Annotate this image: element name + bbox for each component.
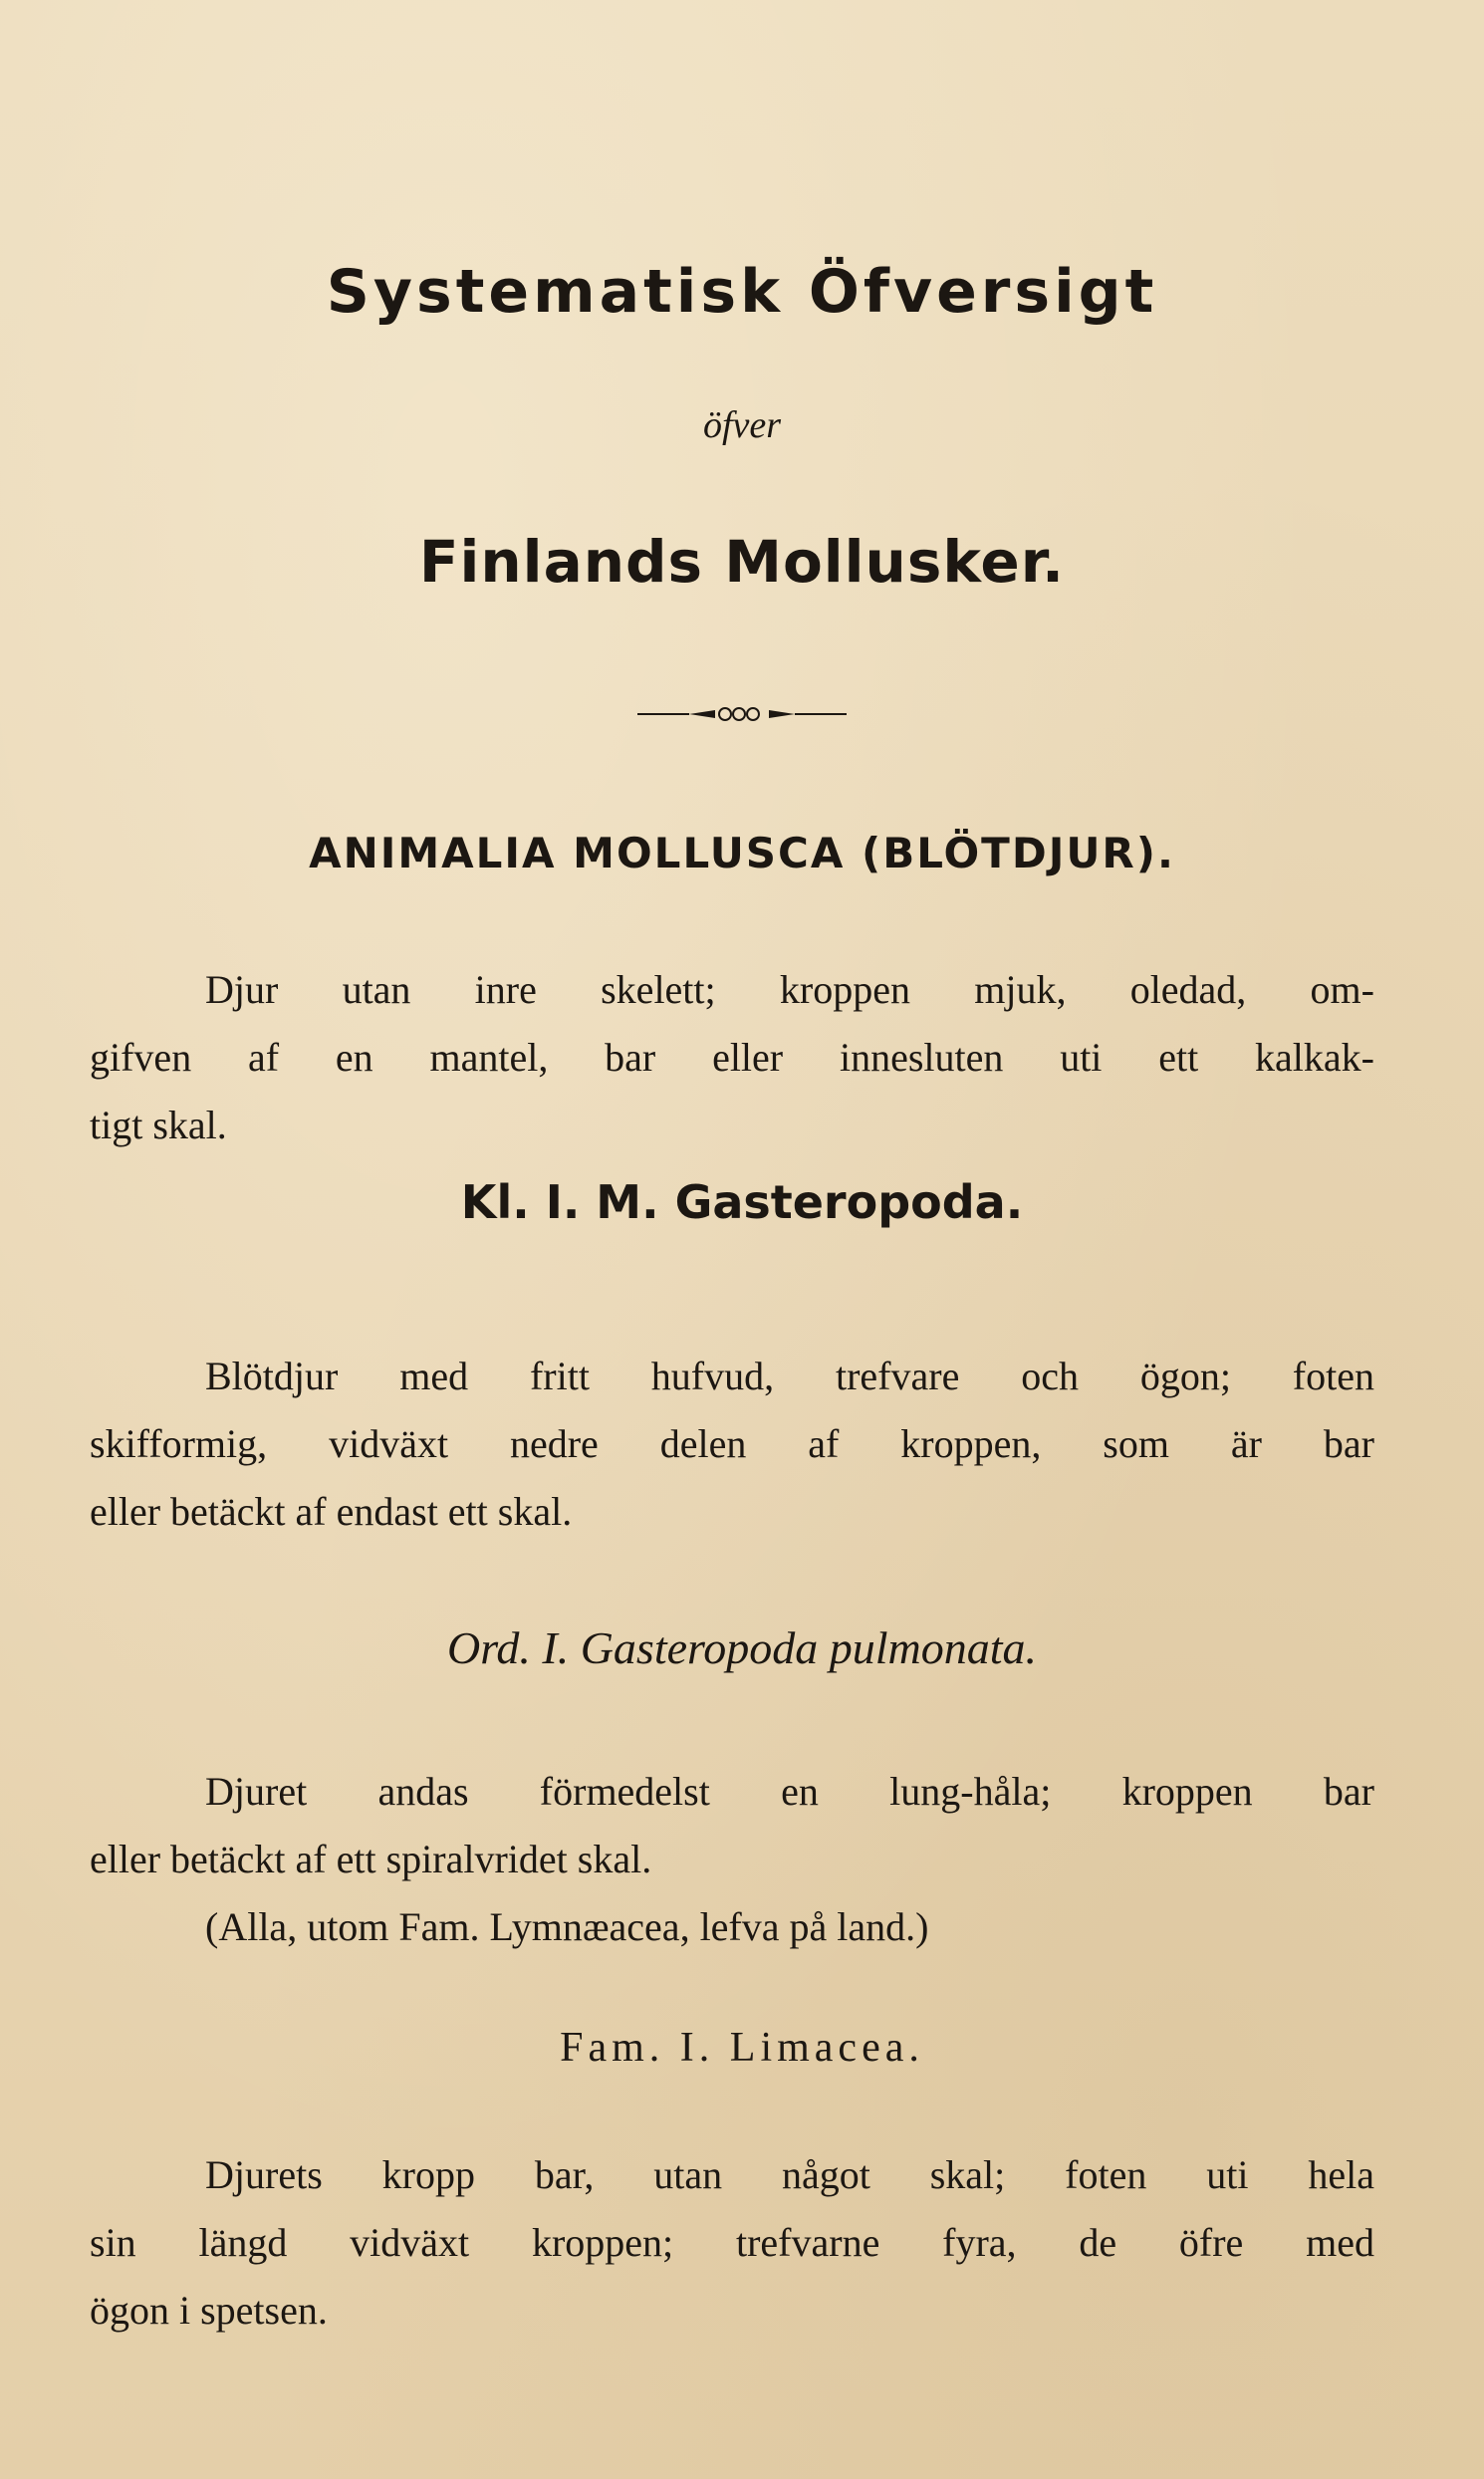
paragraph-line: (Alla, utom Fam. Lymnæacea, lefva på land.) — [205, 1904, 929, 1949]
paragraph-line: skifformig, vidväxt nedre delen af kroppen, som är bar — [90, 1421, 1374, 1466]
paragraph-line: eller betäckt af endast ett skal. — [90, 1489, 573, 1534]
page-subtitle: Finlands Mollusker. — [418, 528, 1066, 596]
paragraph-line: gifven af en mantel, bar eller innesluten uti ett kalkak- — [90, 1035, 1374, 1080]
paragraph-line: eller betäckt af ett spiralvridet skal. — [90, 1837, 652, 1881]
intro-paragraph — [90, 956, 1374, 1159]
family-paragraph — [90, 2141, 1374, 2345]
order-paragraph — [90, 1758, 1374, 1961]
subtitle-connector: öfver — [702, 404, 782, 446]
paragraph-line: Djur utan inre skelett; kroppen mjuk, oledad, om- — [205, 967, 1374, 1012]
family-heading: Fam. I. Limacea. — [560, 2025, 924, 2071]
order-heading: Ord. I. Gasteropoda pulmonata. — [446, 1622, 1038, 1673]
paragraph-line: Blötdjur med fritt hufvud, trefvare och ögon; foten — [205, 1354, 1374, 1398]
class-heading: Kl. I. M. Gasteropoda. — [460, 1175, 1024, 1229]
paragraph-line: ögon i spetsen. — [90, 2288, 328, 2333]
decorative-rule-icon — [0, 701, 1484, 727]
paragraph-line: sin längd vidväxt kroppen; trefvarne fyra, de öfre med — [90, 2220, 1374, 2265]
class-paragraph — [90, 1343, 1374, 1546]
page-title: Systematisk Öfversigt — [326, 257, 1158, 327]
paragraph-line: tigt skal. — [90, 1103, 227, 1147]
section-heading: ANIMALIA MOLLUSCA (BLÖTDJUR). — [309, 829, 1175, 877]
paragraph-line: Djurets kropp bar, utan något skal; foten uti hela — [205, 2152, 1374, 2197]
paragraph-line: Djuret andas förmedelst en lung-håla; kroppen bar — [205, 1769, 1374, 1814]
